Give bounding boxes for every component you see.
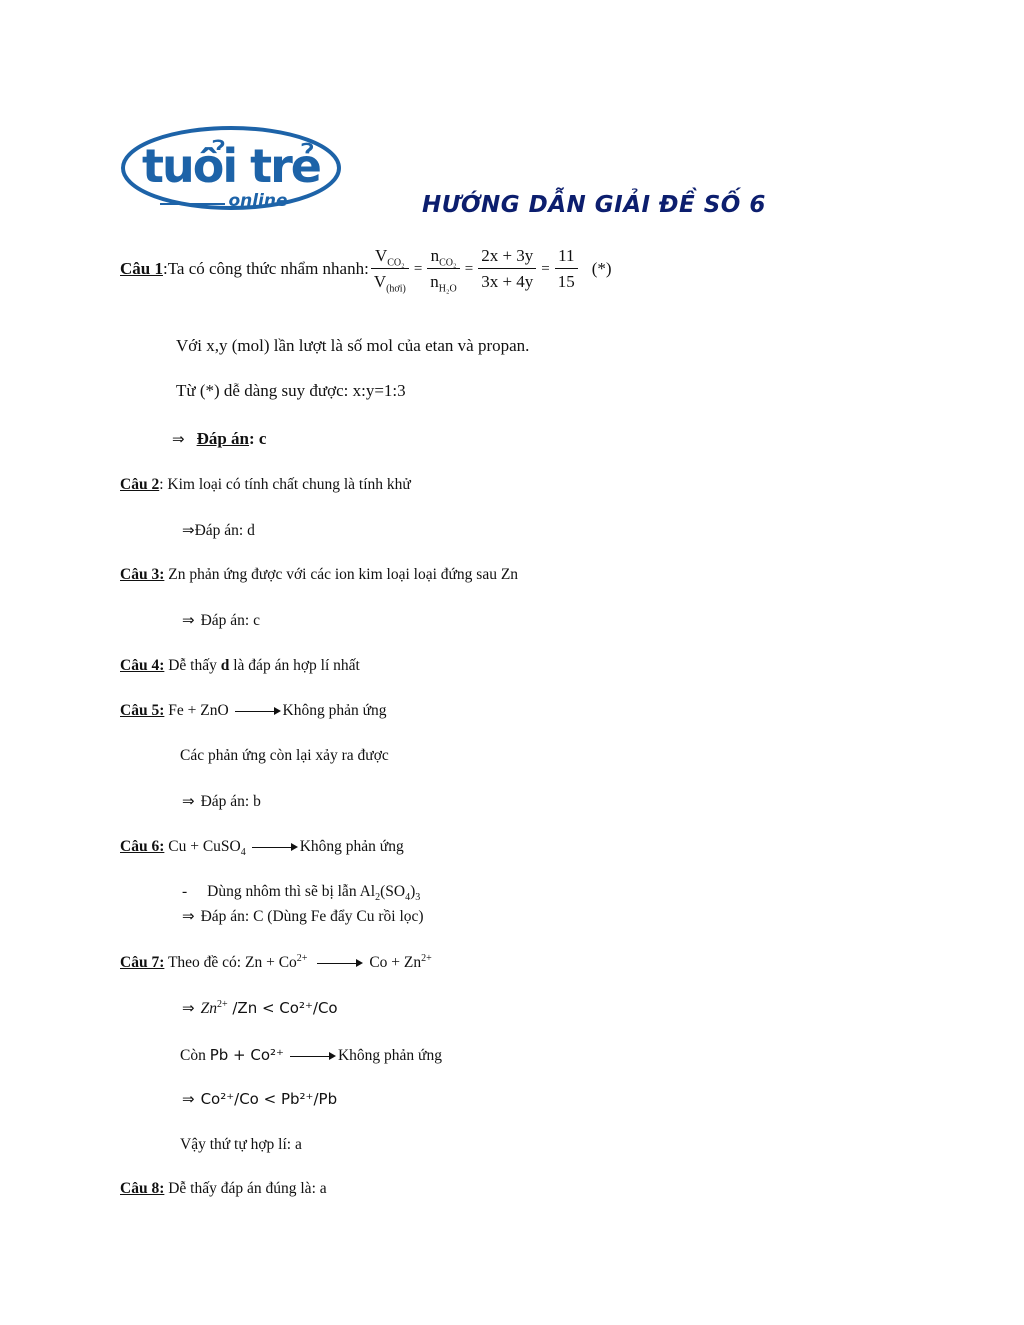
q7-line3: Còn Pb + Co²⁺ Không phản ứng	[180, 1046, 442, 1064]
fraction-volume-ratio: $\frac{V_{CO_2}}{V_{(hơi)}}$	[371, 246, 409, 292]
fraction-mole-ratio: $\frac{n_{CO_2}}{n_{H_2O}}$	[427, 246, 459, 292]
q1-label: Câu 1	[120, 259, 163, 278]
q7-line5: Vậy thứ tự hợp lí: a	[180, 1136, 302, 1153]
q1-line2: Với x,y (mol) lần lượt là số mol của etan và propan.	[176, 336, 530, 355]
q7-line2: ⇒ $Zn^{2+}$ /Zn < Co²⁺/Co	[182, 998, 338, 1017]
q1-answer: ⇒ Đáp án: c	[172, 429, 267, 448]
question-7: Câu 7: Theo đề có: $Zn + Co^{2+}$ $Co + Zn^{2+}$	[120, 952, 432, 971]
reaction-arrow-icon	[252, 842, 298, 852]
reaction-arrow-icon	[317, 958, 363, 968]
logo-main-text: tuổi trẻ	[142, 139, 320, 193]
equals-sign: =	[413, 260, 423, 277]
question-3: Câu 3: Zn phản ứng được với các ion kim loại loại đứng sau Zn	[120, 566, 519, 583]
q1-line3: Từ (*) dễ dàng suy được: x:y=1:3	[176, 381, 406, 400]
q5-answer: ⇒ Đáp án: b	[182, 792, 261, 810]
implies-icon: ⇒	[182, 999, 195, 1017]
question-8: Câu 8: Dễ thấy đáp án đúng là: a	[120, 1180, 327, 1197]
implies-icon: ⇒	[182, 792, 195, 810]
question-2: Câu 2: Kim loại có tính chất chung là tính khử	[120, 476, 411, 493]
star-marker: (*)	[591, 259, 612, 278]
implies-icon: ⇒	[182, 907, 195, 925]
q3-answer: ⇒ Đáp án: c	[182, 611, 260, 629]
implies-icon: ⇒	[172, 430, 185, 448]
question-4: Câu 4: Dễ thấy d là đáp án hợp lí nhất	[120, 657, 360, 674]
equals-sign: =	[464, 260, 474, 277]
fraction-value: $\frac{11}{15}$	[555, 246, 578, 292]
question-1	[120, 246, 612, 295]
q6-bullet: - Dùng nhôm thì sẽ bị lẫn $Al_2(SO_4)_3$	[182, 883, 421, 904]
reaction-arrow-icon	[235, 706, 281, 716]
q6-answer: ⇒ Đáp án: C (Dùng Fe đẩy Cu rồi lọc)	[182, 907, 424, 925]
implies-icon: ⇒	[182, 611, 195, 629]
implies-icon: ⇒	[182, 521, 195, 539]
logo	[120, 124, 342, 212]
fraction-xy: $\frac{2x + 3y}{3x + 4y}$	[478, 246, 536, 292]
logo-sub-text: online	[228, 191, 288, 211]
q7-line4: ⇒ Co²⁺/Co < Pb²⁺/Pb	[182, 1090, 338, 1108]
q2-answer: ⇒Đáp án: d	[182, 521, 255, 539]
implies-icon: ⇒	[182, 1090, 195, 1108]
equals-sign: =	[541, 260, 550, 277]
question-6: Câu 6: Cu + CuSO$_4$ Không phản ứng	[120, 838, 404, 859]
question-5: Câu 5: Fe + ZnO Không phản ứng	[120, 702, 387, 719]
page-title: HƯỚNG DẪN GIẢI ĐỀ SỐ 6	[422, 192, 766, 218]
reaction-arrow-icon	[290, 1051, 336, 1061]
logo-graphic	[120, 124, 342, 212]
q1-text: :Ta có công thức nhẩm nhanh:	[162, 259, 369, 278]
q5-line2: Các phản ứng còn lại xảy ra được	[180, 747, 389, 764]
